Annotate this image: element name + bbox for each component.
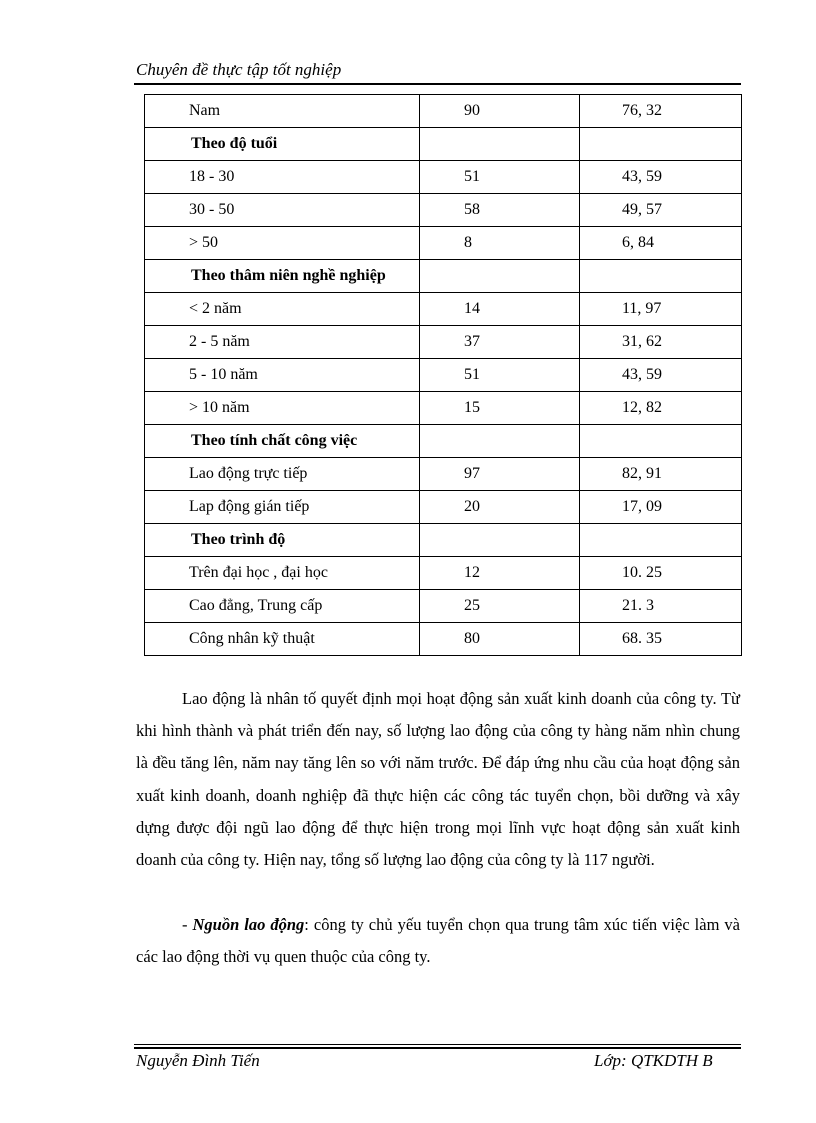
row-count: 12 — [420, 557, 580, 590]
table-section-row — [145, 128, 742, 161]
row-count: 58 — [420, 194, 580, 227]
footer-author: Nguyễn Đình Tiến — [136, 1051, 260, 1070]
row-count — [420, 524, 580, 557]
row-percent — [580, 128, 742, 161]
row-count: 51 — [420, 161, 580, 194]
row-percent — [580, 425, 742, 458]
table-row — [145, 95, 742, 128]
paragraph-prefix: - — [182, 915, 193, 934]
row-label: < 2 năm — [145, 293, 420, 326]
row-percent: 49, 57 — [580, 194, 742, 227]
paragraph-rest: : công ty chủ yếu tuyển chọn qua trung tâm xúc tiến việc làm và các lao động thời vụ quen thuộc của công ty. — [136, 915, 740, 967]
row-label: Theo tính chất công việc — [145, 425, 420, 458]
footer-rule-thin — [134, 1044, 741, 1045]
row-count: 51 — [420, 359, 580, 392]
labor-structure-table — [144, 94, 742, 656]
row-percent: 76, 32 — [580, 95, 742, 128]
table-row — [145, 458, 742, 491]
row-label: Trên đại học , đại học — [145, 557, 420, 590]
row-percent — [580, 260, 742, 293]
table-row — [145, 623, 742, 656]
labor-source-term: Nguồn lao động — [192, 915, 305, 934]
row-count: 14 — [420, 293, 580, 326]
row-percent: 21. 3 — [580, 590, 742, 623]
row-percent: 82, 91 — [580, 458, 742, 491]
table-row — [145, 557, 742, 590]
row-count — [420, 128, 580, 161]
row-label: > 50 — [145, 227, 420, 260]
row-label: Theo trình độ — [145, 524, 420, 557]
row-label: Cao đẳng, Trung cấp — [145, 590, 420, 623]
row-count — [420, 425, 580, 458]
row-count — [420, 260, 580, 293]
row-percent: 43, 59 — [580, 161, 742, 194]
row-percent: 31, 62 — [580, 326, 742, 359]
table-row — [145, 392, 742, 425]
row-count: 37 — [420, 326, 580, 359]
row-percent: 43, 59 — [580, 359, 742, 392]
table-row — [145, 359, 742, 392]
table-row — [145, 293, 742, 326]
row-label: Công nhân kỹ thuật — [145, 623, 420, 656]
row-count: 80 — [420, 623, 580, 656]
row-percent: 6, 84 — [580, 227, 742, 260]
row-percent: 12, 82 — [580, 392, 742, 425]
row-percent: 10. 25 — [580, 557, 742, 590]
row-label: 18 - 30 — [145, 161, 420, 194]
table-section-row — [145, 524, 742, 557]
row-count: 97 — [420, 458, 580, 491]
row-percent: 68. 35 — [580, 623, 742, 656]
footer-rule-thick — [134, 1047, 741, 1049]
row-label: Theo thâm niên nghề nghiệp — [145, 260, 420, 293]
paragraph-labor-source — [136, 909, 740, 973]
table-row — [145, 491, 742, 524]
row-count: 25 — [420, 590, 580, 623]
table-row — [145, 161, 742, 194]
row-count: 15 — [420, 392, 580, 425]
table-row — [145, 227, 742, 260]
row-count: 20 — [420, 491, 580, 524]
row-label: Lap động gián tiếp — [145, 491, 420, 524]
row-label: 2 - 5 năm — [145, 326, 420, 359]
table-row — [145, 326, 742, 359]
table-row — [145, 590, 742, 623]
row-percent: 17, 09 — [580, 491, 742, 524]
row-count: 8 — [420, 227, 580, 260]
row-label: Lao động trực tiếp — [145, 458, 420, 491]
row-label: Theo độ tuổi — [145, 128, 420, 161]
row-label: 5 - 10 năm — [145, 359, 420, 392]
row-percent — [580, 524, 742, 557]
paragraph-labor-overview: Lao động là nhân tố quyết định mọi hoạt động sản xuất kinh doanh của công ty. Từ khi hình thành và phát triển đến nay, số lượng lao động của công ty hàng năm nhìn chung là đều tăng lên, năm nay tăng lên so với năm trước. Để đáp ứng nhu cầu của hoạt động sản xuất kinh doanh, doanh nghiệp đã thực hiện các công tác tuyển chọn, bồi dưỡng và xây dựng được đội ngũ lao động để thực hiện trong mọi lĩnh vực hoạt động sản xuất kinh doanh của công ty. Hiện nay, tổng số lượng lao động của công ty là 117 người. — [136, 689, 740, 870]
footer-class: Lớp: QTKDTH B — [594, 1051, 713, 1070]
page-header-title: Chuyên đề thực tập tốt nghiệp — [136, 60, 342, 79]
row-label: Nam — [145, 95, 420, 128]
row-percent: 11, 97 — [580, 293, 742, 326]
header-rule — [134, 83, 741, 85]
table-section-row — [145, 425, 742, 458]
table-section-row — [145, 260, 742, 293]
row-label: > 10 năm — [145, 392, 420, 425]
row-label: 30 - 50 — [145, 194, 420, 227]
row-count: 90 — [420, 95, 580, 128]
table-row — [145, 194, 742, 227]
